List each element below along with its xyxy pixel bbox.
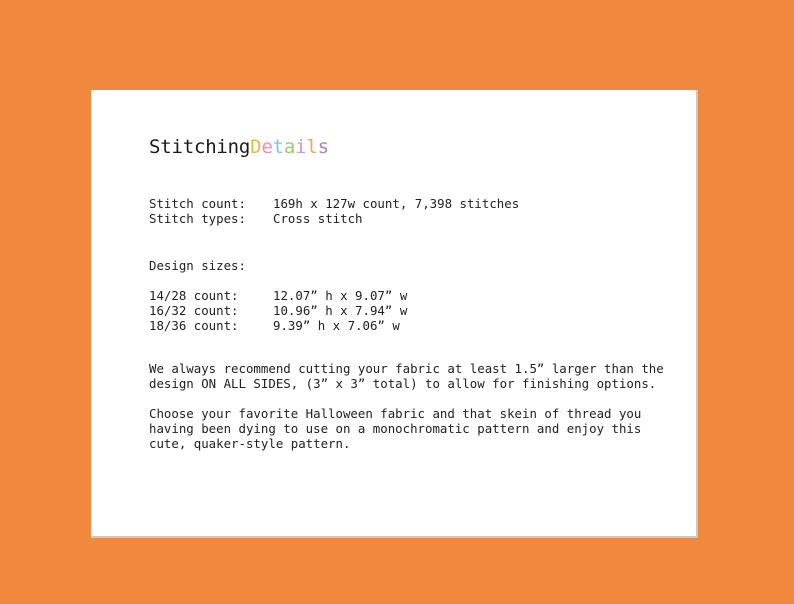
- paragraph-line: cute, quaker-style pattern.: [149, 436, 351, 451]
- title-letter: t: [272, 136, 284, 158]
- size-value: 12.07” h x 9.07” w: [273, 288, 408, 303]
- size-label: 18/36 count:: [149, 318, 239, 333]
- size-row-14-28: [149, 288, 407, 303]
- paragraph-line: Choose your favorite Halloween fabric and that skein of thread you: [149, 406, 642, 421]
- size-value: 9.39” h x 7.06” w: [273, 318, 400, 333]
- paragraph-line: We always recommend cutting your fabric at least 1.5” larger than the: [149, 361, 664, 376]
- paragraph-line: having been dying to use on a monochromatic pattern and enjoy this: [149, 421, 642, 436]
- stitch-count-label: Stitch count:: [149, 196, 246, 211]
- title-letter: s: [317, 136, 329, 158]
- title-part-stitching: Stitching: [149, 136, 251, 158]
- title-letter: e: [261, 136, 273, 158]
- stitch-count-row: [149, 196, 519, 211]
- title-letter: i: [295, 136, 307, 158]
- size-value: 10.96” h x 7.94” w: [273, 303, 408, 318]
- stitch-types-value: Cross stitch: [273, 211, 363, 226]
- title-letter: a: [283, 136, 296, 158]
- fabric-suggestion: [149, 406, 641, 451]
- details-card: [91, 90, 698, 538]
- title-part-details: [250, 136, 329, 158]
- stitch-types-row: [149, 211, 519, 226]
- paragraph-line: design ON ALL SIDES, (3” x 3” total) to allow for finishing options.: [149, 376, 657, 391]
- stitch-types-label: Stitch types:: [149, 211, 246, 226]
- title-letter: l: [306, 136, 318, 158]
- design-sizes-heading: Design sizes:: [149, 258, 246, 273]
- stitch-info: [149, 196, 519, 226]
- size-label: 16/32 count:: [149, 303, 239, 318]
- size-label: 14/28 count:: [149, 288, 239, 303]
- page-title: [149, 136, 329, 158]
- stitch-count-value: 169h x 127w count, 7,398 stitches: [273, 196, 520, 211]
- design-sizes: [149, 288, 407, 333]
- fabric-recommendation: [149, 361, 664, 391]
- size-row-16-32: [149, 303, 407, 318]
- title-letter: D: [250, 136, 262, 158]
- size-row-18-36: [149, 318, 407, 333]
